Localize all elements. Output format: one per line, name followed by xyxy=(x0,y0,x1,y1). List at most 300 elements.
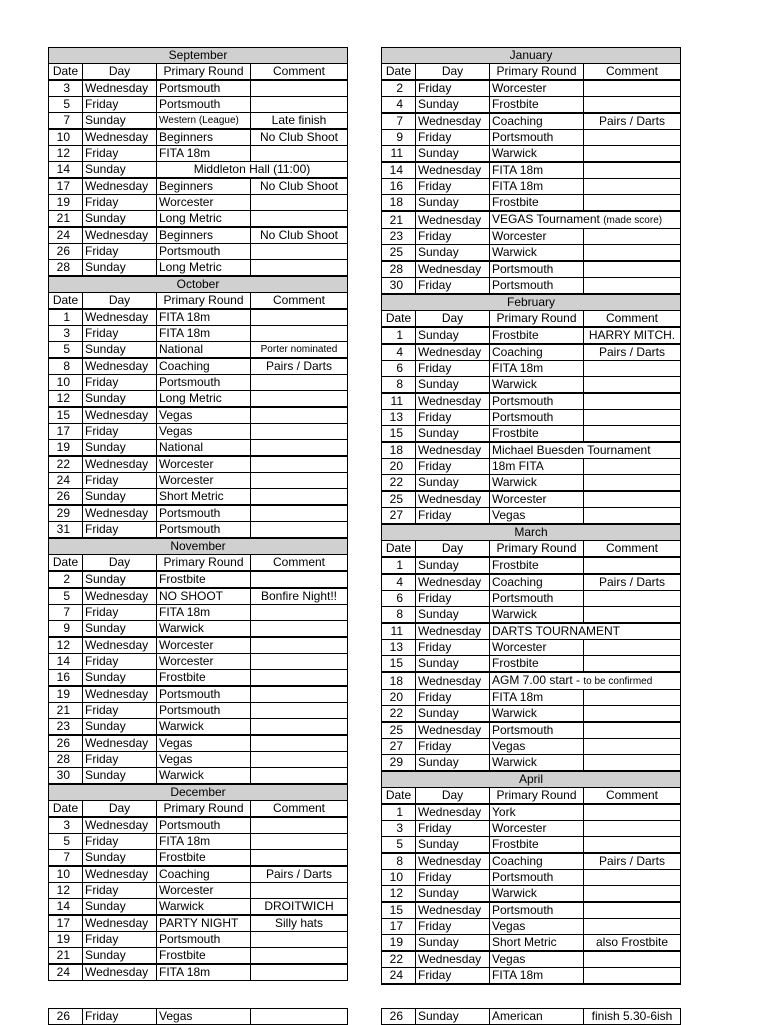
round-cell: Worcester xyxy=(157,195,251,211)
day-cell: Sunday xyxy=(416,426,490,443)
date-cell: 19 xyxy=(49,932,83,948)
comment-cell xyxy=(584,195,681,212)
date-cell: 25 xyxy=(382,491,416,508)
round-cell: Frostbite xyxy=(490,656,584,673)
calendar-table xyxy=(48,47,348,981)
comment-cell xyxy=(584,459,681,475)
round-cell: Frostbite xyxy=(157,571,251,588)
comment-cell xyxy=(251,407,348,424)
calendar-row xyxy=(382,722,681,739)
date-cell: 28 xyxy=(49,260,83,277)
date-cell: 12 xyxy=(49,391,83,408)
month-header xyxy=(382,48,681,64)
column-header: Day xyxy=(83,801,157,818)
comment-cell xyxy=(251,456,348,473)
round-cell: Worcester xyxy=(157,637,251,654)
comment-cell xyxy=(251,326,348,342)
calendar-row xyxy=(382,80,681,97)
day-cell: Friday xyxy=(416,739,490,755)
calendar-row xyxy=(382,327,681,344)
day-cell: Sunday xyxy=(416,755,490,772)
comment-cell xyxy=(251,195,348,211)
calendar-table xyxy=(381,47,681,985)
date-cell: 25 xyxy=(382,245,416,262)
round-cell: Western (League) xyxy=(157,113,251,130)
calendar-row xyxy=(382,229,681,245)
event-cell xyxy=(490,672,681,690)
calendar-row xyxy=(382,804,681,821)
comment-cell xyxy=(251,768,348,785)
calendar-row xyxy=(49,768,348,785)
comment-cell xyxy=(251,260,348,277)
round-cell: FITA 18m xyxy=(490,968,584,985)
comment-cell xyxy=(251,735,348,752)
overflow-table xyxy=(48,1008,348,1025)
date-cell: 24 xyxy=(382,968,416,985)
day-cell: Wednesday xyxy=(83,178,157,195)
date-cell: 15 xyxy=(382,902,416,919)
column-header: Comment xyxy=(251,801,348,818)
day-cell: Wednesday xyxy=(416,722,490,739)
date-cell: 8 xyxy=(382,607,416,624)
round-cell: FITA 18m xyxy=(157,834,251,850)
column-header: Date xyxy=(49,293,83,310)
comment-cell xyxy=(251,244,348,260)
day-cell: Sunday xyxy=(83,948,157,965)
column-header-row xyxy=(49,293,348,310)
day-cell: Friday xyxy=(83,244,157,260)
column-header: Date xyxy=(382,788,416,805)
comment-cell xyxy=(251,817,348,834)
calendar-row xyxy=(49,97,348,113)
round-cell: York xyxy=(490,804,584,821)
month-name: December xyxy=(49,784,348,801)
calendar-row xyxy=(49,588,348,605)
date-cell: 15 xyxy=(382,656,416,673)
month-header xyxy=(49,48,348,64)
round-cell: Warwick xyxy=(490,755,584,772)
day-cell: Sunday xyxy=(416,195,490,212)
comment-cell xyxy=(251,686,348,703)
comment-cell xyxy=(584,278,681,295)
date-cell: 23 xyxy=(49,719,83,736)
date-cell: 27 xyxy=(382,739,416,755)
round-cell: Portsmouth xyxy=(490,591,584,607)
calendar-row xyxy=(382,951,681,968)
date-cell: 4 xyxy=(382,344,416,361)
day-cell: Sunday xyxy=(416,656,490,673)
day-cell: Wednesday xyxy=(83,227,157,244)
comment-cell xyxy=(251,605,348,621)
day-cell: Sunday xyxy=(83,850,157,867)
day-cell: Wednesday xyxy=(83,358,157,375)
comment-cell xyxy=(251,80,348,97)
comment-cell xyxy=(584,919,681,935)
round-cell: Worcester xyxy=(490,640,584,656)
day-cell: Sunday xyxy=(416,706,490,723)
date-cell: 30 xyxy=(49,768,83,785)
column-header-row xyxy=(382,541,681,558)
day-cell: Friday xyxy=(416,821,490,837)
date-cell: 17 xyxy=(49,915,83,932)
round-cell: Portsmouth xyxy=(490,722,584,739)
column-header-row xyxy=(49,555,348,572)
day-cell: Wednesday xyxy=(83,588,157,605)
date-cell: 24 xyxy=(49,964,83,981)
comment-cell: Pairs / Darts xyxy=(584,344,681,361)
day-cell: Friday xyxy=(416,179,490,195)
day-cell: Wednesday xyxy=(416,491,490,508)
calendar-row xyxy=(49,260,348,277)
calendar-row xyxy=(49,686,348,703)
comment-cell: No Club Shoot xyxy=(251,178,348,195)
column-header: Comment xyxy=(251,64,348,81)
month-name: November xyxy=(49,538,348,555)
comment-cell xyxy=(584,722,681,739)
round-cell: FITA 18m xyxy=(157,964,251,981)
calendar-row xyxy=(382,377,681,394)
day-cell: Wednesday xyxy=(83,129,157,146)
date-cell: 17 xyxy=(49,178,83,195)
round-cell: Frostbite xyxy=(490,195,584,212)
calendar-row xyxy=(382,557,681,574)
event-text: Michael Buesden Tournament xyxy=(492,443,651,457)
day-cell: Wednesday xyxy=(416,951,490,968)
date-cell: 12 xyxy=(49,883,83,899)
comment-cell xyxy=(584,146,681,163)
day-cell: Friday xyxy=(416,919,490,935)
calendar-row xyxy=(382,935,681,952)
comment-cell: Silly hats xyxy=(251,915,348,932)
date-cell: 5 xyxy=(49,342,83,359)
day-cell: Friday xyxy=(416,80,490,97)
calendar-row xyxy=(49,113,348,130)
day-cell: Friday xyxy=(83,326,157,342)
comment-cell xyxy=(584,97,681,114)
comment-cell xyxy=(251,211,348,228)
comment-cell xyxy=(251,1009,348,1025)
calendar-row xyxy=(382,902,681,919)
day-cell: Sunday xyxy=(83,719,157,736)
round-cell: Beginners xyxy=(157,227,251,244)
round-cell: National xyxy=(157,342,251,359)
calendar-row xyxy=(49,866,348,883)
round-cell: Portsmouth xyxy=(157,703,251,719)
day-cell: Sunday xyxy=(416,377,490,394)
date-cell: 4 xyxy=(382,574,416,591)
day-cell: Friday xyxy=(416,361,490,377)
date-cell: 18 xyxy=(382,672,416,690)
calendar-row xyxy=(382,739,681,755)
comment-cell xyxy=(584,229,681,245)
calendar-row xyxy=(49,834,348,850)
month-name: February xyxy=(382,294,681,311)
round-cell: Frostbite xyxy=(490,837,584,854)
day-cell: Friday xyxy=(416,278,490,295)
comment-cell xyxy=(584,491,681,508)
day-cell: Wednesday xyxy=(416,113,490,130)
date-cell: 6 xyxy=(382,591,416,607)
calendar-row xyxy=(382,821,681,837)
date-cell: 31 xyxy=(49,522,83,539)
month-header xyxy=(49,538,348,555)
month-name: January xyxy=(382,48,681,64)
day-cell: Wednesday xyxy=(416,623,490,640)
round-cell: Vegas xyxy=(490,508,584,525)
day-cell: Friday xyxy=(416,591,490,607)
date-cell: 12 xyxy=(49,637,83,654)
comment-cell xyxy=(251,703,348,719)
round-cell: Worcester xyxy=(490,821,584,837)
comment-cell xyxy=(584,80,681,97)
round-cell: Warwick xyxy=(490,886,584,903)
comment-cell xyxy=(251,522,348,539)
round-cell: Portsmouth xyxy=(157,522,251,539)
day-cell: Friday xyxy=(416,690,490,706)
round-cell: 18m FITA xyxy=(490,459,584,475)
day-cell: Sunday xyxy=(416,146,490,163)
column-header-row xyxy=(382,64,681,81)
calendar-row xyxy=(49,129,348,146)
comment-cell xyxy=(251,505,348,522)
calendar-row xyxy=(49,752,348,768)
column-header: Date xyxy=(49,64,83,81)
date-cell: 22 xyxy=(49,456,83,473)
comment-cell: Pairs / Darts xyxy=(251,866,348,883)
date-cell: 13 xyxy=(382,640,416,656)
comment-cell xyxy=(584,377,681,394)
date-cell: 6 xyxy=(382,361,416,377)
calendar-row xyxy=(382,755,681,772)
date-cell: 26 xyxy=(49,735,83,752)
calendar-row xyxy=(49,407,348,424)
calendar-row xyxy=(49,505,348,522)
date-cell: 3 xyxy=(382,821,416,837)
column-header: Primary Round xyxy=(490,64,584,81)
day-cell: Sunday xyxy=(83,211,157,228)
day-cell: Sunday xyxy=(83,670,157,687)
date-cell: 3 xyxy=(49,80,83,97)
round-cell: NO SHOOT xyxy=(157,588,251,605)
comment-cell xyxy=(584,739,681,755)
date-cell: 5 xyxy=(382,837,416,854)
column-header: Primary Round xyxy=(157,64,251,81)
date-cell: 8 xyxy=(382,853,416,870)
day-cell: Friday xyxy=(416,508,490,525)
comment-cell xyxy=(584,706,681,723)
date-cell: 16 xyxy=(382,179,416,195)
date-cell: 30 xyxy=(382,278,416,295)
comment-cell xyxy=(584,821,681,837)
day-cell: Wednesday xyxy=(416,853,490,870)
day-cell: Friday xyxy=(83,473,157,489)
date-cell: 11 xyxy=(382,393,416,410)
date-cell: 12 xyxy=(382,886,416,903)
calendar-row xyxy=(49,440,348,457)
day-cell: Friday xyxy=(83,703,157,719)
event-note: (made score) xyxy=(603,215,663,226)
calendar-row xyxy=(49,80,348,97)
column-header-row xyxy=(382,788,681,805)
date-cell: 19 xyxy=(49,440,83,457)
day-cell: Sunday xyxy=(83,440,157,457)
calendar-row xyxy=(49,621,348,638)
day-cell: Friday xyxy=(83,834,157,850)
round-cell: Portsmouth xyxy=(490,278,584,295)
calendar-row xyxy=(382,179,681,195)
date-cell: 10 xyxy=(49,375,83,391)
date-cell: 19 xyxy=(49,195,83,211)
round-cell: Warwick xyxy=(490,146,584,163)
calendar-row xyxy=(49,522,348,539)
day-cell: Sunday xyxy=(83,899,157,916)
calendar-row xyxy=(49,915,348,932)
column-header-row xyxy=(382,311,681,328)
day-cell: Wednesday xyxy=(416,261,490,278)
left-overflow-table xyxy=(48,1008,348,1025)
event-note: to be confirmed xyxy=(583,676,653,687)
comment-cell: Porter nominated xyxy=(251,342,348,359)
column-header: Comment xyxy=(584,541,681,558)
comment-cell xyxy=(251,850,348,867)
comment-cell: Bonfire Night!! xyxy=(251,588,348,605)
comment-cell xyxy=(584,508,681,525)
calendar-row xyxy=(382,591,681,607)
date-cell: 7 xyxy=(382,113,416,130)
day-cell: Sunday xyxy=(83,260,157,277)
calendar-row xyxy=(49,244,348,260)
comment-cell xyxy=(584,393,681,410)
round-cell: PARTY NIGHT xyxy=(157,915,251,932)
comment-cell: Pairs / Darts xyxy=(584,853,681,870)
calendar-row xyxy=(49,309,348,326)
date-cell: 26 xyxy=(49,489,83,506)
day-cell: Friday xyxy=(83,752,157,768)
round-cell: Coaching xyxy=(490,344,584,361)
event-cell xyxy=(490,211,681,229)
round-cell: FITA 18m xyxy=(157,326,251,342)
date-cell: 1 xyxy=(382,327,416,344)
day-cell: Friday xyxy=(83,883,157,899)
round-cell: American xyxy=(490,1009,584,1025)
comment-cell xyxy=(251,752,348,768)
calendar-row xyxy=(49,719,348,736)
comment-cell xyxy=(251,932,348,948)
round-cell: Portsmouth xyxy=(157,817,251,834)
comment-cell xyxy=(584,690,681,706)
comment-cell xyxy=(584,557,681,574)
day-cell: Wednesday xyxy=(83,686,157,703)
day-cell: Friday xyxy=(83,146,157,162)
round-cell: Vegas xyxy=(157,752,251,768)
date-cell: 14 xyxy=(49,654,83,670)
date-cell: 14 xyxy=(49,899,83,916)
calendar-row xyxy=(49,850,348,867)
comment-cell: HARRY MITCH. xyxy=(584,327,681,344)
comment-cell: Pairs / Darts xyxy=(584,113,681,130)
date-cell: 17 xyxy=(382,919,416,935)
round-cell: Frostbite xyxy=(490,97,584,114)
date-cell: 4 xyxy=(382,97,416,114)
day-cell: Wednesday xyxy=(83,80,157,97)
comment-cell: Pairs / Darts xyxy=(584,574,681,591)
column-header: Primary Round xyxy=(490,311,584,328)
date-cell: 7 xyxy=(49,605,83,621)
round-cell: FITA 18m xyxy=(157,605,251,621)
round-cell: Vegas xyxy=(490,951,584,968)
round-cell: FITA 18m xyxy=(157,146,251,162)
column-header: Primary Round xyxy=(157,555,251,572)
day-cell: Wednesday xyxy=(416,902,490,919)
calendar-row xyxy=(49,735,348,752)
calendar-row xyxy=(382,426,681,443)
calendar-row xyxy=(382,393,681,410)
calendar-row xyxy=(382,491,681,508)
calendar-row xyxy=(382,475,681,492)
comment-cell xyxy=(251,146,348,162)
round-cell: Worcester xyxy=(490,491,584,508)
comment-cell xyxy=(584,870,681,886)
date-cell: 20 xyxy=(382,459,416,475)
column-header: Primary Round xyxy=(490,541,584,558)
calendar-row xyxy=(382,361,681,377)
round-cell: Beginners xyxy=(157,178,251,195)
calendar-row xyxy=(49,456,348,473)
day-cell: Sunday xyxy=(83,489,157,506)
calendar-row xyxy=(49,899,348,916)
calendar-row xyxy=(49,883,348,899)
day-cell: Friday xyxy=(83,195,157,211)
calendar-row xyxy=(382,162,681,179)
round-cell: Worcester xyxy=(490,229,584,245)
round-cell: Worcester xyxy=(490,80,584,97)
date-cell: 26 xyxy=(382,1009,416,1025)
round-cell: Warwick xyxy=(490,475,584,492)
column-header: Primary Round xyxy=(157,801,251,818)
date-cell: 9 xyxy=(49,621,83,638)
date-cell: 22 xyxy=(382,706,416,723)
day-cell: Sunday xyxy=(83,571,157,588)
round-cell: Portsmouth xyxy=(490,130,584,146)
calendar-row xyxy=(49,489,348,506)
column-header: Primary Round xyxy=(490,788,584,805)
comment-cell xyxy=(584,640,681,656)
day-cell: Wednesday xyxy=(83,456,157,473)
comment-cell: No Club Shoot xyxy=(251,129,348,146)
day-cell: Sunday xyxy=(83,768,157,785)
date-cell: 27 xyxy=(382,508,416,525)
event-text: DARTS TOURNAMENT xyxy=(492,624,621,638)
column-header: Day xyxy=(416,311,490,328)
date-cell: 26 xyxy=(49,244,83,260)
day-cell: Sunday xyxy=(416,327,490,344)
round-cell: Worcester xyxy=(157,473,251,489)
round-cell: Warwick xyxy=(157,719,251,736)
round-cell: Coaching xyxy=(490,113,584,130)
date-cell: 5 xyxy=(49,97,83,113)
comment-cell xyxy=(251,309,348,326)
calendar-row xyxy=(382,706,681,723)
calendar-row xyxy=(382,195,681,212)
month-header xyxy=(49,784,348,801)
calendar-row xyxy=(49,571,348,588)
column-header: Day xyxy=(83,555,157,572)
date-cell: 12 xyxy=(49,146,83,162)
round-cell: Portsmouth xyxy=(490,393,584,410)
day-cell: Wednesday xyxy=(83,309,157,326)
round-cell: Frostbite xyxy=(490,327,584,344)
month-header xyxy=(382,771,681,788)
